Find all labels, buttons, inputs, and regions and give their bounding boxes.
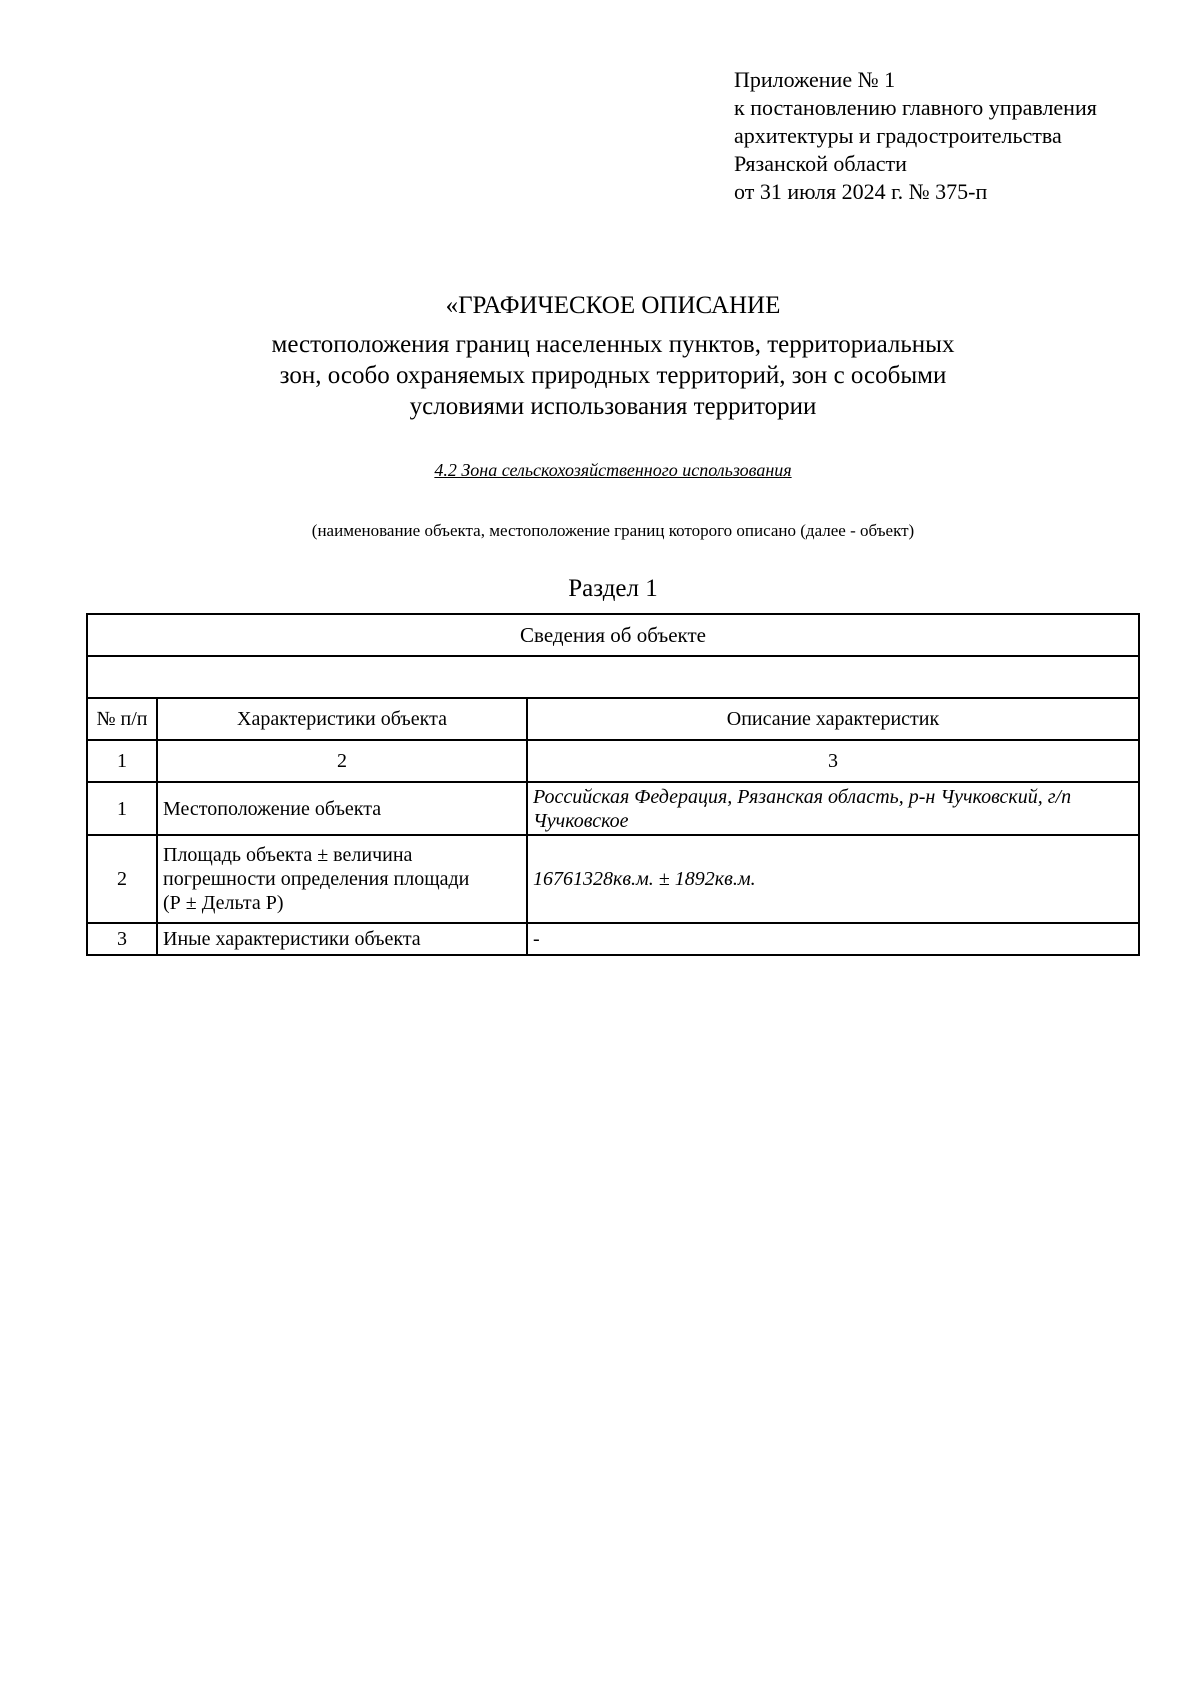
table-row [87,835,1139,923]
characteristic-line: погрешности определения площади [163,868,470,890]
object-info-table [86,613,1140,956]
index-cell: 1 [87,740,157,782]
description-line: Чучковское [533,809,629,832]
header-num: № п/п [87,698,157,740]
appendix-line: архитектуры и градостроительства [734,123,1062,148]
characteristic-line: (Р ± Дельта Р) [163,892,284,914]
row-number: 2 [87,835,157,923]
blank-cell [87,656,1139,698]
appendix-line: от 31 июля 2024 г. № 375-п [734,179,988,204]
table-caption: Сведения об объекте [87,614,1139,656]
characteristic-line: Иные характеристики объекта [163,928,421,950]
table-caption-row [87,614,1139,656]
row-description [527,923,1139,955]
header-description: Описание характеристик [527,698,1139,740]
appendix-line: к постановлению главного управления [734,95,1097,120]
table-blank-row [87,656,1139,698]
row-characteristic [157,782,527,835]
table-row [87,923,1139,955]
document-subtitle [0,329,1200,422]
appendix-header [734,66,1097,206]
row-number: 1 [87,782,157,835]
description-line: Российская Федерация, Рязанская область, р-н Чучковский, г/п [533,785,1072,808]
appendix-line: Приложение № 1 [734,67,896,92]
characteristic-line: Местоположение объекта [163,797,382,820]
table-index-row [87,740,1139,782]
index-cell: 2 [157,740,527,782]
row-description [527,835,1139,923]
header-characteristic: Характеристики объекта [157,698,527,740]
appendix-line: Рязанской области [734,151,907,176]
row-characteristic [157,835,527,923]
section-title: Раздел 1 [568,575,658,602]
object-name-note: (наименование объекта, местоположение границ которого описано (далее - объект) [311,521,915,540]
document-title: «ГРАФИЧЕСКОЕ ОПИСАНИЕ [445,292,781,319]
table-row [87,782,1139,835]
index-cell: 3 [527,740,1139,782]
subtitle-line: зон, особо охраняемых природных территорий, зон с особыми [279,362,947,389]
row-description [527,782,1139,835]
description-line: - [533,928,540,950]
subtitle-line: местоположения границ населенных пунктов, территориальных [271,331,955,358]
characteristic-line: Площадь объекта ± величина [163,844,413,866]
table-header-row [87,698,1139,740]
subtitle-line: условиями использования территории [409,393,817,420]
row-characteristic [157,923,527,955]
row-number: 3 [87,923,157,955]
description-line: 16761328кв.м. ± 1892кв.м. [533,868,756,890]
object-name: 4.2 Зона сельскохозяйственного использования [434,460,792,480]
